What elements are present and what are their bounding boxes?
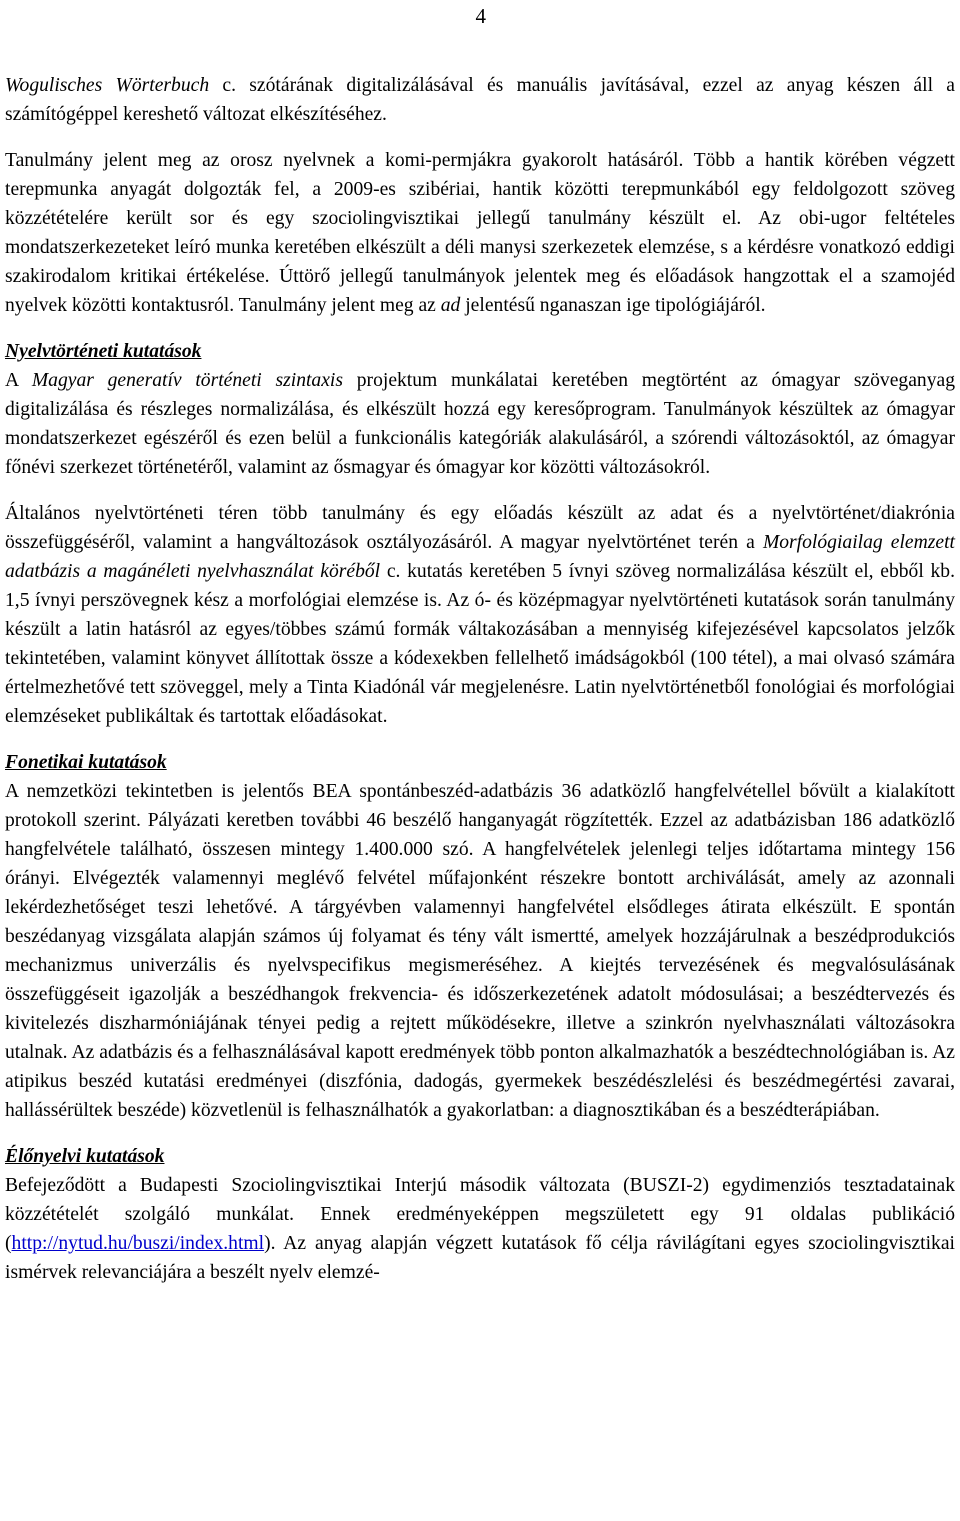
intro-paragraph [5, 71, 955, 129]
komi-italic-ad: ad [440, 295, 461, 316]
s1p2-text-1: Általános nyelvtörténeti téren több tanulmány és egy előadás készült az adat és a nyelvtörténet/diakrónia összefüggéséről, valamint a hangváltozások osztályozásáról. A magyar nyelvtörténet terén a [5, 503, 955, 553]
fonetikai-paragraph: A nemzetközi tekintetben is jelentős BEA spontánbeszéd-adatbázis 36 adatközlő hangfelvétellel bővült a kialakított protokoll szerint. Pályázati keretben további 46 beszélő hanganyagát rögzítették. Ezzel az adatbázisban 186 adatközlő hangfelvétele található, összesen mintegy 1.400.000 szó. A hangfelvételek jelenlegi teljes időtartama mintegy 156 órányi. Elvégezték valamennyi meglévő felvétel műfajonként részekre bontott archiválását, amely az azonnali lekérdezhetőséget teszi lehetővé. A tárgyévben valamennyi hangfelvétel elsődleges átirata elkészült. E spontán beszédanyag vizsgálata alapján számos új folyamat és tény vált ismertté, amelyek hozzájárulnak a beszédprodukciós mechanizmus univerzális és nyelvspecifikus megismeréséhez. A kiejtés tervezésének és megvalósulásának összefüggéseit igazolják a beszédhangok frekvencia- és időszerkezetének adatolt módosulásai; a beszédtervezés és kivitelezés diszharmóniájának tényei pedig a rejtett működésekre, illetve a szinkrón nyelvhasználati változásokra utalnak. Az adatbázis és a felhasználásával kapott eredmények több ponton alkalmazhatók a beszédtechnológiában is. Az atipikus beszéd kutatási eredményei (diszfónia, dadogás, gyermekek beszédészlelési és beszédmegértési zavarai, hallássérültek beszéde) közvetlenül is felhasználhatók a gyakorlatban: a diagnosztikában és a beszédterápiában. [5, 781, 955, 1121]
intro-title-italic: Wogulisches Wörterbuch [5, 75, 210, 96]
heading-fonetikai: Fonetikai kutatások [5, 752, 167, 773]
buszi-link[interactable]: http://nytud.hu/buszi/index.html [11, 1233, 265, 1254]
page-content [5, 71, 955, 1304]
s1p1-text-1: A [5, 370, 32, 391]
komi-text-1: Tanulmány jelent meg az orosz nyelvnek a komi-permjákra gyakorolt hatásáról. Több a hantik körében végzett terepmunka anyagát dolgozták fel, a 2009-es szibériai, hantik közötti terepmunkából egy feldolgozott szöveg közzétételére került sor és egy szociolingvisztikai jellegű tanulmány készült el. Az obi-ugor feltételes mondatszerkezeteket leíró munka keretében elkészült a déli manysi szerkezetek elemzése, s a kérdésre vonatkozó eddigi szakirodalom kritikai értékelése. Úttörő jellegű tanulmányok jelentek meg és előadások hangzottak el a szamojéd nyelvek közötti kontaktusról. Tanulmány jelent meg az [5, 150, 955, 316]
nyelvtorteneti-paragraph-1 [5, 366, 955, 482]
s1p2-italic-database: Morfológiailag elemzett adatbázis a magánéleti nyelvhasználat köréből [5, 532, 955, 582]
s3p1-text-1: Befejeződött a Budapesti Szociolingvisztikai Interjú második változata (BUSZI-2) egydimenziós tesztadatainak közzétételét szolgáló munkálat. Ennek eredményeképpen megszületett egy 91 oldalas publikáció ( [5, 1175, 955, 1254]
intro-text: c. szótárának digitalizálásával és manuális javításával, ezzel az anyag készen áll a számítógéppel kereshető változat elkészítéséhez. [5, 75, 956, 125]
heading-elonyelvi: Élőnyelvi kutatások [5, 1146, 165, 1167]
page-number: 4 [475, 4, 486, 28]
s1p1-italic-project: Magyar generatív történeti szintaxis [31, 370, 343, 391]
s1p2-text-2: c. kutatás keretében 5 ívnyi szöveg normalizálása készült el, ebből kb. 1,5 ívnyi perszövegnek kész a morfológiai elemzése is. Az ó- és középmagyar nyelvtörténeti kutatások során tanulmány készült a latin hatásról az egyes/többes számú formák váltakozásában a mennyiség kifejezésével kapcsolatos jelzők tekintetében, valamint könyvet állítottak össze a kódexekben fellelhető imádságokból (100 tétel), a mai olvasó számára értelmezhetővé tett szöveggel, mely a Tinta Kiadónál vár megjelenésre. Latin nyelvtörténetből fonológiai és morfológiai elemzéseket publikáltak és tartottak előadásokat. [5, 561, 955, 727]
s1p1-text-2: projektum munkálatai keretében megtörtént az ómagyar szöveganyag digitalizálása és részleges normalizálása, és elkészült hozzá egy keresőprogram. Tanulmányok készültek az ómagyar mondatszerkezet egészéről és ezen belül a funkcionális kategóriák alakulásáról, a szórendi változásoktól, az ómagyar főnévi szerkezet történetéről, valamint az ősmagyar és ómagyar kor közötti változásokról. [5, 370, 956, 478]
s3p1-text-2: ). Az anyag alapján végzett kutatások fő célja rávilágítani egyes szociolingvisztikai ismérvek relevanciájára a beszélt nyelv elemzé- [5, 1233, 955, 1283]
komi-text-2: jelentésű nganaszan ige tipológiájáról. [460, 295, 766, 316]
heading-nyelvtorteneti: Nyelvtörténeti kutatások [5, 341, 202, 362]
elonyelvi-paragraph [5, 1171, 955, 1287]
komi-paragraph [5, 146, 955, 320]
nyelvtorteneti-paragraph-2 [5, 499, 955, 731]
